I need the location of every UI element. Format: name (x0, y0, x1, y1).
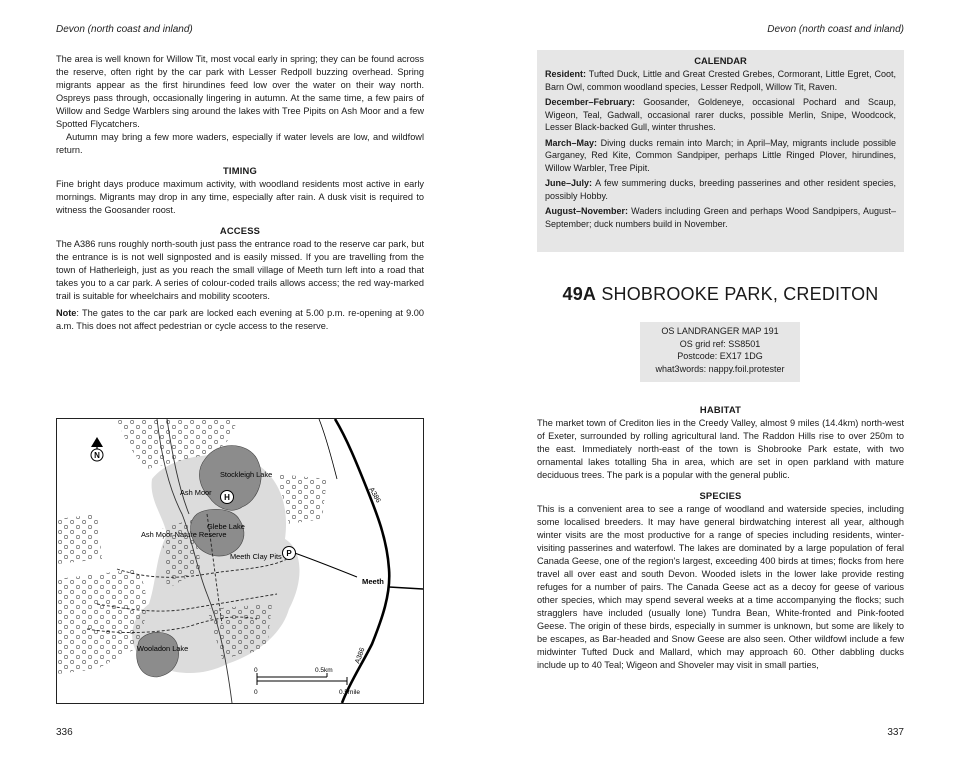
site-map (56, 418, 424, 704)
resident-text: Tufted Duck, Little and Great Crested Grebes, Cormorant, Little Egret, Coot, Barn Owl, common woodland species, Lesser Redpoll, Willow Tit, Raven. (545, 69, 896, 92)
north-road-line (319, 419, 337, 479)
woodland-southeast (57, 514, 102, 564)
aug-nov-text: Waders including Green and perhaps Wood Sandpipers, August–September; duck numbers build in November. (545, 206, 896, 229)
habitat-text: The market town of Crediton lies in the Creedy Valley, almost 9 miles (14.4km) north-west of Exeter, surrounded by rolling agricultural land. The Raddon Hills rise to over 250m to the east. Immediately north-east of the town is Shobrooke Park estate, with two ornamental lakes totalling 5ha in area, which are set in open parkland with mature deciduous trees. The park is a popular with the general public. (537, 418, 904, 480)
access-heading: ACCESS (219, 225, 261, 236)
wooladon-lake-label: Wooladon Lake (137, 644, 189, 653)
scale-km-zero: 0 (254, 667, 258, 674)
calendar-mar-may (545, 137, 896, 175)
jun-jul-text: A few summering ducks, breeding passerines and other resident species, possibly Hobby. (545, 178, 896, 201)
timing-text: Fine bright days produce maximum activity, with woodland residents most active in early mornings. Migrants may drop in any time, especially after rain. A dusk visit is required to witness the Goosander roost. (56, 179, 424, 215)
site-map-svg (57, 419, 423, 703)
species-heading: SPECIES (699, 490, 742, 501)
intro-paragraph-1: The area is well known for Willow Tit, most vocal early in spring; they can be found across the reserve, often right by the car park with Lesser Redpoll buzzing overhead. Spring migrants appear as the first hirundines feed low over the water on their way north. Ospreys pass through, occasionally lingering in autumn. At the same time, a few pairs of Willow and Sedge Warblers sing around the lakes with Tree Pipits on Ash Moor and a few Spotted Flycatchers. (56, 54, 424, 129)
stockleigh-lake-label: Stockleigh Lake (220, 470, 273, 479)
hide-icon (221, 491, 234, 504)
aug-nov-label: August–November: (545, 206, 629, 216)
mar-may-text: Diving ducks remain into March; in April–May, migrants include possible Garganey, Red Kite, Common Sandpiper, perhaps Little Ringed Plover, hirundines, Willow Warbler, Tree Pipit. (545, 137, 896, 173)
os-postcode: Postcode: EX17 1DG (677, 351, 763, 361)
intro-paragraph-2: Autumn may bring a few more waders, especially if water levels are low, and wildfowl return. (56, 132, 424, 155)
scale-mile-zero: 0 (254, 689, 258, 696)
left-text-column (56, 53, 424, 333)
os-info-box (640, 322, 800, 382)
os-map: OS LANDRANGER MAP 191 (661, 326, 779, 336)
note-label: Note (56, 308, 77, 318)
page-number-right: 337 (887, 727, 904, 738)
calendar-heading: CALENDAR (694, 55, 747, 66)
dec-feb-label: December–February: (545, 97, 636, 107)
road-a386-label-south: A386 (354, 646, 367, 665)
ash-moor-reserve-label: Ash Moor Nature Reserve (141, 530, 227, 539)
glebe-lake-label: Glebe Lake (207, 522, 245, 531)
meeth-road-line (389, 587, 423, 589)
dec-feb-text: Goosander, Goldeneye, occasional Pochard and Scaup, Wigeon, Teal, Gadwall, occasional rarer ducks, possible Merlin, Snipe, Woodcock, Lesser Black-backed Gull, winter thrushes. (545, 97, 896, 132)
ash-moor-label: Ash Moor (180, 488, 212, 497)
site-number: 49A (562, 284, 597, 304)
calendar-aug-nov (545, 205, 896, 230)
timing-heading: TIMING (222, 165, 257, 176)
scale-bar (254, 667, 360, 696)
hide-label: H (224, 493, 230, 502)
north-arrow-icon (91, 437, 103, 461)
access-note (56, 307, 424, 333)
right-text-column (537, 404, 904, 672)
running-head-right: Devon (north coast and inland) (767, 24, 904, 35)
resident-label: Resident: (545, 69, 587, 79)
parking-icon (283, 547, 296, 560)
page-number-left: 336 (56, 727, 73, 738)
running-head-left: Devon (north coast and inland) (56, 24, 193, 35)
meeth-clay-pits-label: Meeth Clay Pits (230, 552, 282, 561)
os-grid-ref: OS grid ref: SS8501 (679, 338, 761, 349)
access-text: The A386 runs roughly north-south just pass the entrance road to the reserve car park, but the entrance is is not well signposted and is easily missed. If you are travelling from the town of Hatherleigh, just as you reach the small village of Meeth turn left into a road that takes you to a car park. A series of colour-coded trails allows access; the red way-marked trail is suitable for wheelchairs and mobility scooters. (56, 239, 424, 301)
calendar-resident (545, 68, 896, 93)
road-a386-label-north: A386 (367, 486, 382, 505)
north-label: N (94, 451, 100, 460)
habitat-heading: HABITAT (699, 404, 742, 415)
calendar-dec-feb (545, 96, 896, 134)
parking-label: P (286, 549, 292, 558)
species-text: This is a convenient area to see a range of woodland and waterside species, including some localised breeders. It may have general birdwatching interest all year, although winter visits are the most productive for a range of species including residents, winter-visiting passerines and waterfowl. The lakes are dominated by a large population of feral Canada Geese, one of the region's largest, exceeding 400 birds at times; flocks from here travel all over east and south Devon. Wooded islets in the lower lake provide resting refuges for a number of pairs. The Canada Geese act as a decoy for geese of various other species, which may spend several weeks at a time accompanying the flocks; such stragglers have included (usually lone) Tundra Bean, White-fronted and Pink-footed Geese. The origin of these birds, especially in summer is unknown, but some are likely to be escapes, as Bar-headed and Snow Geese are also seen. Other wildfowl include a few midwinter Tufted Duck and Mallard, which may approach 60. Other dabbling ducks include up to 40 Teal; Wigeon and Shoveler may visit in small parties, (537, 504, 904, 670)
site-name: SHOBROOKE PARK, CREDITON (601, 284, 879, 304)
site-title (537, 284, 904, 305)
note-text: : The gates to the car park are locked each evening at 5.00 p.m. re-opening at 9.00 a.m. This does not affect pedestrian or cycle access to the reserve. (56, 308, 424, 331)
meeth-label: Meeth (362, 577, 384, 586)
jun-jul-label: June–July: (545, 178, 593, 188)
calendar-box (537, 50, 904, 252)
mar-may-label: March–May: (545, 137, 598, 148)
scale-mile: 0.5mile (339, 689, 360, 696)
calendar-jun-jul (545, 177, 896, 202)
os-what3words: what3words: nappy.foil.protester (655, 363, 785, 374)
woodland-west (57, 569, 146, 674)
scale-km: 0.5km (315, 667, 333, 674)
